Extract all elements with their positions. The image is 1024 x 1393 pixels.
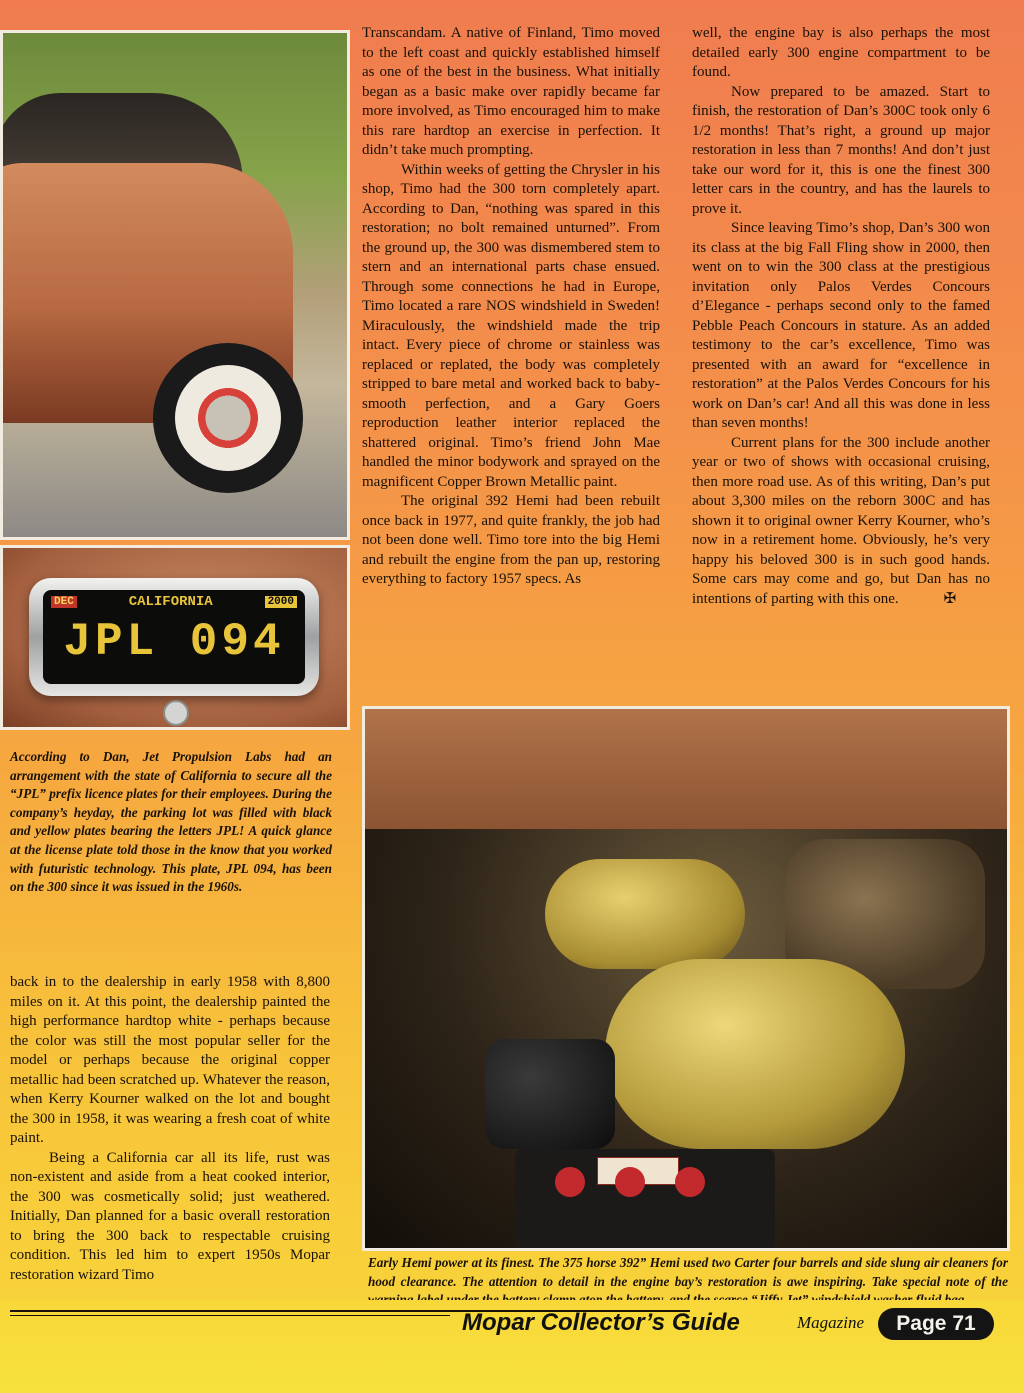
plate-bolt [163,700,189,726]
footer-rule-thin [10,1315,450,1316]
article-paragraph: Being a California car all its life, rust was non-existent and aside from a heat cooked interior, the 300 was cosmetically solid; just weathered. Initially, Dan planned for a basic overall restoration to bring the 300 back to respectable cruising condition. This led him to expert 1950s Mopar restoration wizard Timo [10,1149,330,1283]
plate-frame [29,578,319,696]
magazine-title: Mopar Collector’s Guide [462,1309,740,1336]
plate-state: CALIFORNIA [128,594,213,610]
plate-year-tag: 2000 [265,596,297,608]
car-wheel [153,343,303,493]
article-paragraph: well, the engine bay is also perhaps the most detailed early 300 engine compartment to be found. [692,25,990,80]
plate-month-tag: DEC [51,596,77,608]
engine-hood [365,709,1007,829]
article-paragraph: Within weeks of getting the Chrysler in his shop, Timo had the 300 torn completely apart. According to Dan, “nothing was spared in this restoration; no bolt remained unturned”. From the ground up, the 300 was dismembered stem to stern and an international parts chase ensued. Through some connections he had in Europe, Timo located a rare NOS windshield in Sweden! Miraculously, the windshield made the trip intact. Every piece of chrome or stainless was replaced or replated, the body was completely stripped to bare metal and worked back to baby-smooth perfection, and a Gary Goers reproduction leather interior replaced the shattered original. Timo’s friend John Mae handled the minor bodywork and sprayed on the magnificent Copper Brown Metallic paint. [362,161,660,490]
battery-cap [555,1167,585,1197]
article-paragraph-text: Current plans for the 300 include another year or two of shows with occasional cruising, then more road use. As of this writing, Dan’s put about 3,300 miles on the reborn 300C and has shown it to original owner Kerry Kourner, who’s now in a retirement home. Obviously, he’s very happy his beloved 300 is in such good hands. Some cars may come and go, but Dan has no intentions of parting with this one. [692,434,990,607]
magazine-word: Magazine [797,1313,865,1332]
engine-air-cleaner [605,959,905,1149]
engine-air-cleaner-rear [545,859,745,969]
license-plate-photo [0,545,350,730]
end-mark-icon: ✠ [943,590,957,607]
article-paragraph: Now prepared to be amazed. Start to finish, the restoration of Dan’s 300C took only 6 1/2 months! That’s right, a ground up major restoration in less than 7 months! And don’t just take our word for it, this is one the finest 300 letter cars in the country, and has the laurels to prove it. [692,83,990,217]
article-column-middle [362,24,660,590]
article-paragraph-last [692,434,990,610]
battery-cap [615,1167,645,1197]
article-paragraph: Transcandam. A native of Finland, Timo moved to the left coast and quickly established himself as one of the best in the business. What initially began as a basic make over rapidly became far more involved, as Timo encouraged him to make this rare hardtop an exercise in perfection. It didn’t take much prompting. [362,25,660,158]
article-paragraph: The original 392 Hemi had been rebuilt once back in 1977, and quite frankly, the job had not been done well. Timo tore into the big Hemi and rebuilt the engine from the pan up, restoring everything to factory 1957 specs. As [362,493,660,587]
article-paragraph: back in to the dealership in early 1958 with 8,800 miles on it. At this point, the dealership painted the high performance hardtop white - perhaps because the color was still the most popular seller for the model or perhaps because the original copper metallic had been scratched up. Whatever the reason, when Kerry Kourner walked on the lot and bought the 300 in 1958, it was wearing a fresh coat of white paint. [10,974,330,1146]
engine-generator [485,1039,615,1149]
plate-caption: According to Dan, Jet Propulsion Labs had an arrangement with the state of California to secure all the “JPL” prefix licence plates for their employees. During the company’s heyday, the parking lot was filled with black and yellow plates bearing the letters JPL! A quick glance at the license plate told those in the know that you worked with futuristic technology. This plate, JPL 094, has been on the 300 since it was issued in the 1960s. [10,749,332,895]
article-column-right [692,24,990,609]
license-plate [43,590,305,684]
plate-number: JPL 094 [63,616,285,668]
article-column-left [10,973,330,1285]
article-paragraph: Since leaving Timo’s shop, Dan’s 300 won its class at the big Fall Fling show in 2000, then went on to win the 300 class at the prestigious invitation only Palos Verdes Concours d’Elegance - perhaps second only to the famed Pebble Peach Concours in stature. As an added testimony to the car’s excellence, Timo was presented with an award for “excellence in restoration” at the Palos Verdes Concours for his work on Dan’s car! And all this was done in less than seven months! [692,220,990,431]
battery-cap [675,1167,705,1197]
engine-caption: Early Hemi power at its finest. The 375 horse 392” Hemi used two Carter four barrels and side slung air cleaners for hood clearance. The attention to detail in the engine bay’s restoration is awe inspiring. Take special note of the [368,1255,1008,1289]
engine-bay-photo [362,706,1010,1251]
page-number: Page 71 [878,1308,994,1340]
car-side-photo [0,30,350,540]
